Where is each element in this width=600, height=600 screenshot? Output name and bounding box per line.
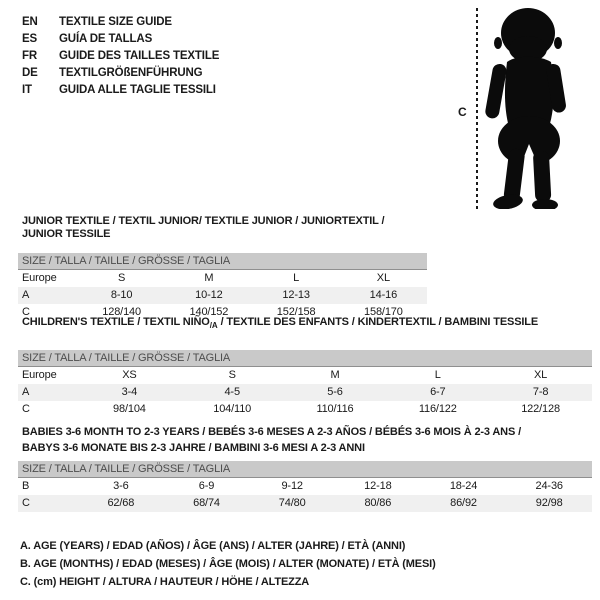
size-cell: 7-8: [532, 386, 549, 399]
size-cell: 24-36: [535, 480, 563, 492]
language-title: TEXTILE SIZE GUIDE: [59, 15, 172, 28]
language-row: [22, 13, 219, 30]
size-cell: 68/74: [193, 497, 220, 509]
size-cell: 80/86: [364, 497, 392, 509]
size-cell: M: [330, 369, 340, 382]
table-row: [18, 367, 592, 384]
language-title-list: [22, 13, 219, 98]
size-cell: 4-5: [224, 386, 240, 399]
heading-text: /A: [209, 321, 218, 331]
size-cell: 86/92: [450, 497, 477, 509]
size-cell: 6-7: [430, 386, 446, 399]
row-label: Europe: [22, 272, 57, 284]
size-cell: 10-12: [195, 289, 223, 301]
size-cell: 3-4: [121, 386, 138, 399]
section-heading-babies: [18, 424, 592, 456]
size-cell: 9-12: [281, 480, 303, 492]
row-label: A: [22, 386, 30, 399]
size-cell: 140/152: [189, 306, 229, 318]
legend-line: C. (cm) HEIGHT / ALTURA / HAUTEUR / HÖHE / ALTEZZA: [20, 576, 310, 588]
size-cell: 98/104: [113, 403, 146, 416]
language-title: TEXTILGRÖßENFÜHRUNG: [59, 66, 203, 79]
table-row: [18, 495, 592, 512]
size-bar-label: SIZE / TALLA / TAILLE / GRÖSSE / TAGLIA: [18, 350, 592, 367]
language-code: EN: [22, 15, 38, 28]
size-cell: 62/68: [107, 497, 135, 509]
size-cell: 152/158: [276, 306, 316, 318]
heading-text: CHILDREN'S TEXTILE / TEXTIL NIÑO: [22, 316, 210, 328]
size-cell: 128/140: [102, 306, 141, 318]
row-label: C: [22, 497, 30, 509]
language-code: DE: [22, 66, 38, 79]
size-cell: 110/116: [316, 403, 354, 416]
section-heading-junior: [18, 215, 427, 241]
language-title: GUIDE DES TAILLES TEXTILE: [59, 49, 220, 62]
size-cell: S: [228, 369, 236, 382]
size-bar-label: SIZE / TALLA / TAILLE / GRÖSSE / TAGLIA: [18, 253, 427, 270]
size-cell: 104/110: [213, 403, 252, 416]
size-table-junior: [18, 253, 427, 321]
table-row: [18, 401, 592, 418]
size-cell: 116/122: [418, 403, 457, 416]
language-title: GUÍA DE TALLAS: [59, 32, 153, 45]
size-cell: 92/98: [535, 497, 563, 509]
table-row: [18, 270, 427, 287]
row-label: A: [22, 289, 30, 301]
size-cell: 122/128: [521, 403, 560, 416]
table-row: [18, 478, 592, 495]
baby-height-figure: [450, 4, 598, 214]
legend-line: A. AGE (YEARS) / EDAD (AÑOS) / ÂGE (ANS) / ALTER (JAHRE) / ETÀ (ANNI): [20, 540, 406, 552]
language-title: GUIDA ALLE TAGLIE TESSILI: [59, 83, 216, 96]
language-row: [22, 47, 219, 64]
language-code: ES: [22, 32, 38, 45]
table-row: [18, 287, 427, 304]
legend-line: B. AGE (MONTHS) / EDAD (MESES) / ÂGE (MOIS) / ALTER (MONATE) / ETÀ (MESI): [20, 558, 436, 570]
row-label: Europe: [22, 369, 57, 382]
heading-text: BABYS 3-6 MONATE BIS 2-3 JAHRE / BAMBINI 3-6 MESI A 2-3 ANNI: [22, 442, 365, 454]
size-cell: 18-24: [449, 480, 478, 492]
size-cell: S: [118, 272, 126, 284]
language-code: FR: [22, 49, 38, 62]
size-cell: 14-16: [369, 289, 398, 301]
language-code: IT: [22, 83, 32, 96]
height-measure-label: C: [458, 105, 467, 119]
size-table-childrens: [18, 350, 592, 418]
size-cell: 8-10: [110, 289, 133, 301]
section-babies-textile: [18, 424, 592, 512]
size-cell: L: [293, 272, 300, 284]
size-cell: 74/80: [278, 497, 306, 509]
size-cell: 3-6: [113, 480, 129, 492]
language-row: [22, 30, 219, 47]
row-label: C: [22, 403, 30, 416]
table-row: [18, 384, 592, 401]
size-bar-label: SIZE / TALLA / TAILLE / GRÖSSE / TAGLIA: [18, 461, 592, 478]
size-cell: XS: [122, 369, 137, 382]
heading-text: BABIES 3-6 MONTH TO 2-3 YEARS / BEBÉS 3-6 MESES A 2-3 AÑOS / BÉBÉS 3-6 MOIS À 2-3 ANS /: [22, 426, 521, 438]
row-label: C: [22, 306, 30, 318]
heading-text: JUNIOR TEXTILE / TEXTIL JUNIOR/ TEXTILE JUNIOR / JUNIORTEXTIL / JUNIOR TESSILE: [22, 215, 385, 240]
section-heading-childrens: [18, 316, 592, 332]
measurement-legend: [20, 537, 436, 591]
section-junior-textile: [18, 215, 427, 321]
heading-text: / TEXTILE DES ENFANTS / KINDERTEXTIL / BAMBINI TESSILE: [217, 316, 539, 328]
language-row: [22, 81, 219, 98]
row-label: B: [22, 480, 30, 492]
size-cell: XL: [376, 272, 390, 284]
size-cell: 6-9: [198, 480, 215, 492]
size-cell: 12-13: [282, 289, 310, 301]
section-childrens-textile: [18, 316, 592, 418]
size-cell: L: [434, 369, 441, 382]
language-row: [22, 64, 219, 81]
height-measure-line: [476, 8, 478, 209]
size-cell: XL: [534, 369, 548, 382]
size-cell: M: [204, 272, 214, 284]
size-table-babies: [18, 461, 592, 512]
size-cell: 158/170: [364, 306, 403, 318]
baby-silhouette-icon: [480, 7, 572, 209]
size-cell: 12-18: [364, 480, 392, 492]
size-cell: 5-6: [327, 386, 343, 399]
